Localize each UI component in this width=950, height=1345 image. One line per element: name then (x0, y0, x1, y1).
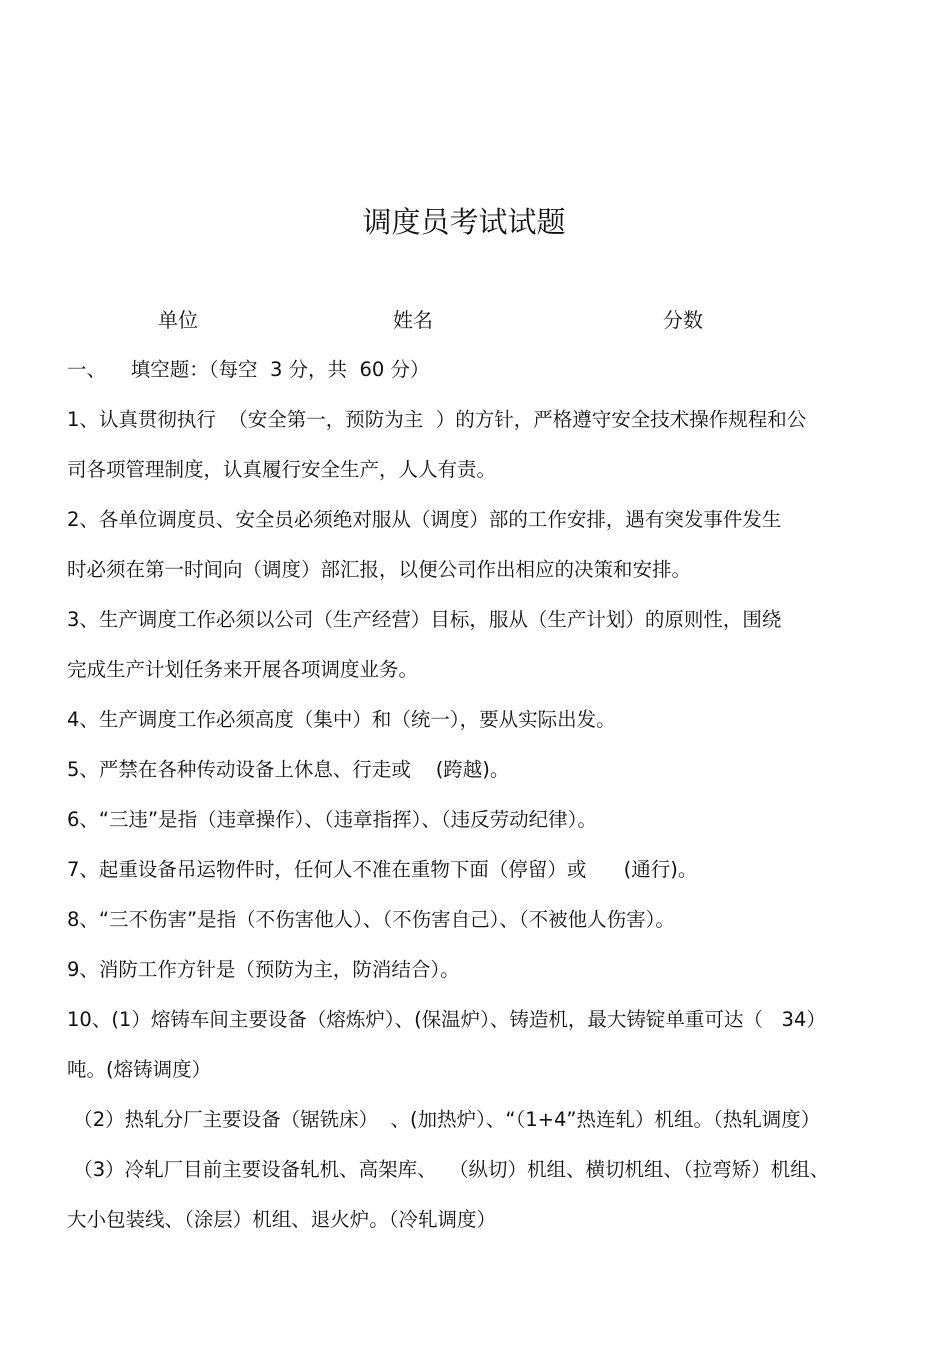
question-line: 完成生产计划任务来开展各项调度业务。 (67, 658, 419, 681)
question-line: 6、“三违”是指（违章操作）、（违章指挥）、（违反劳动纪律）。 (67, 808, 597, 831)
question-line: 吨。(熔铸调度） (67, 1058, 212, 1081)
name-label: 姓名 (393, 308, 433, 332)
question-line: 2、各单位调度员、安全员必须绝对服从（调度）部的工作安排，遇有突发事件发生 (67, 508, 782, 531)
section-heading: 一、 填空题：（每空 3 分，共 60 分） (67, 358, 430, 381)
question-line: （2）热轧分厂主要设备（锯铣床） 、(加热炉）、“（1+4”热连轧）机组。（热轧调度） (67, 1108, 821, 1131)
question-line: 1、认真贯彻执行 （安全第一，预防为主 ）的方针，严格遵守安全技术操作规程和公 (67, 408, 807, 431)
question-line: 8、“三不伤害”是指（不伤害他人）、（不伤害自己）、（不被他人伤害）。 (67, 908, 675, 931)
question-line: 7、起重设备吊运物件时，任何人不准在重物下面（停留）或 (通行)。 (67, 858, 698, 881)
question-line: 4、生产调度工作必须高度（集中）和（统一），要从实际出发。 (67, 708, 616, 731)
question-line: 司各项管理制度，认真履行安全生产，人人有责。 (67, 458, 497, 481)
question-line: 3、生产调度工作必须以公司（生产经营）目标，服从（生产计划）的原则性，围绕 (67, 608, 782, 631)
score-label: 分数 (663, 308, 703, 332)
question-line: 10、(1）熔铸车间主要设备（熔炼炉）、(保温炉）、铸造机，最大铸锭单重可达（ 34） (67, 1008, 826, 1031)
question-line: 大小包装线、（涂层）机组、退火炉。（冷轧调度） (67, 1208, 497, 1231)
question-line: 5、严禁在各种传动设备上休息、行走或 (跨越)。 (67, 758, 510, 781)
question-line: 9、消防工作方针是（预防为主，防消结合）。 (67, 958, 460, 981)
question-line: 时必须在第一时间向（调度）部汇报，以便公司作出相应的决策和安排。 (67, 558, 692, 581)
page-title: 调度员考试试题 (362, 205, 566, 239)
unit-label: 单位 (158, 308, 198, 332)
question-line: （3）冷轧厂目前主要设备轧机、高架库、 （纵切）机组、横切机组、（拉弯矫）机组、 (67, 1158, 830, 1181)
